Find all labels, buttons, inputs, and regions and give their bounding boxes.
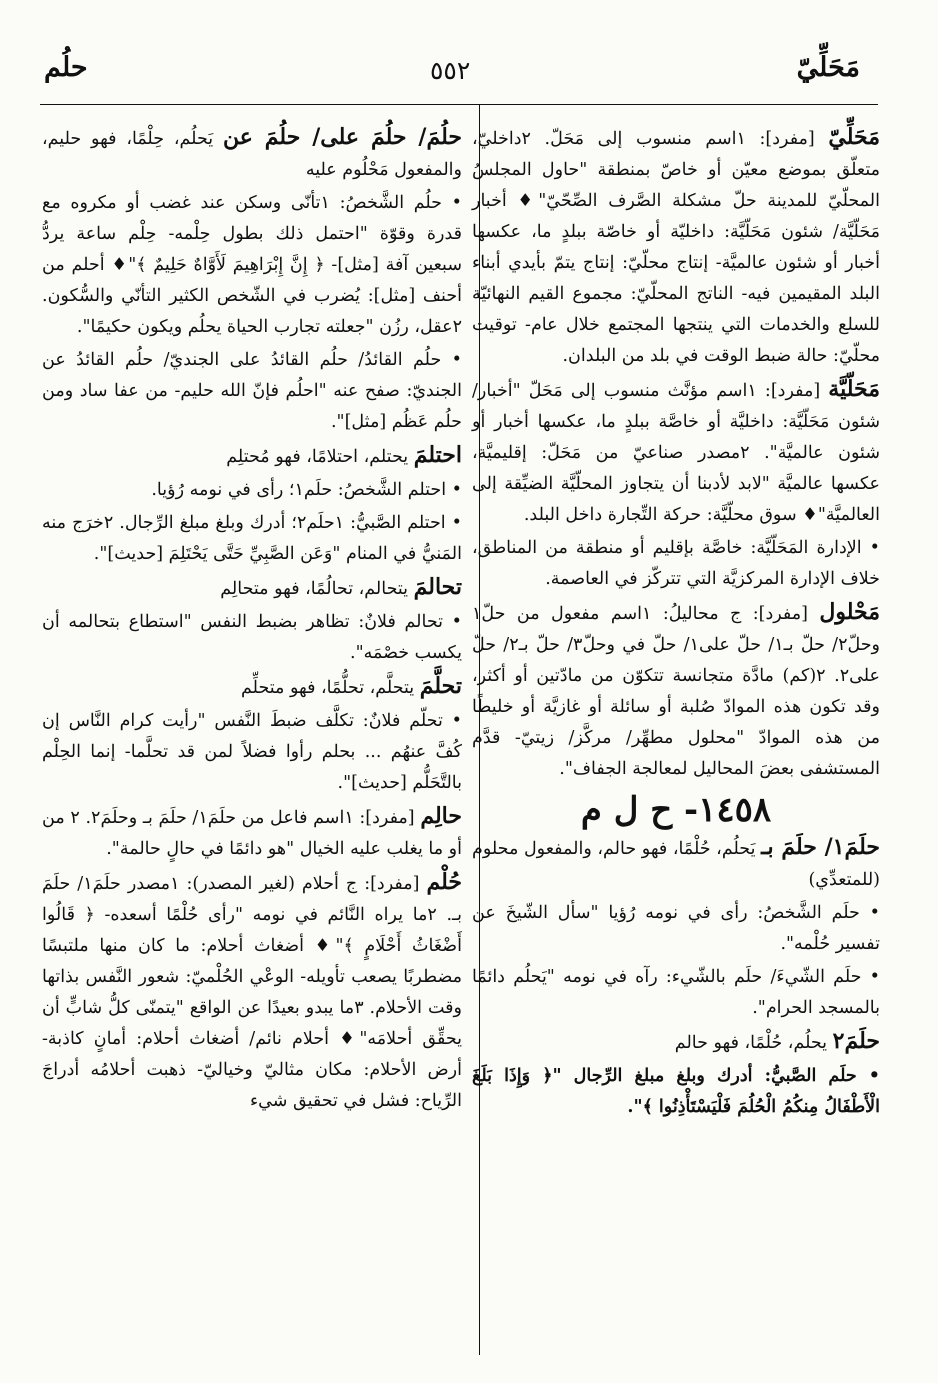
- entry-halim: [42, 801, 462, 865]
- running-head-left: حلُم: [44, 52, 88, 83]
- definition: [مفرد]: ج محاليلُ: ١اسم مفعول من حلّ١ وحلّ٢/ حلّ بـ١/ حلّ على١/ حلّ في وحلّ٣/ حلّ بـ٢/ حلّ على٢. ٢(كم) مادَّة متجانسة تتكوّن من مادّتين أو أكثر، وقد تكون هذه الموادّ صُلبة أو سائلة أو غازيَّة أو خليطًا من هذه الموادّ "محلول مطهِّر/ مركَّز/ زيتيّ- قدَّم المستشفى بعضَ المحاليل لمعالجة الجفاف".: [472, 604, 880, 779]
- right-column: [472, 122, 880, 1125]
- definition: [مفرد]: ١اسم منسوب إلى مَحَلّ. ٢داخليّ، متعلّق بموضع معيّن أو خاصّ بمنطقة "حاول المجلسُ المحلّيّ للمدينة حلّ مشكلة الصَّرف الصِّحّيّ"♦ أخبار مَحَلّيَّة/ شئون مَحَلّيَّة: داخليّة أو خاصّة ببلدٍ ما، عكسها أخبار أو شئون عالميَّة- إنتاج محلّيّ: إنتاج يتمّ بأيدي أبناء البلد المقيمين فيه- الناتج المحلّيّ: مجموع القيم النهائيّة للسلع والخدمات التي ينتجها المجتمع خلال عام- توقيت محلّيّ: حالة ضبط الوقت في بلد من البلدان.: [472, 129, 880, 366]
- headword: حالِم: [420, 803, 462, 829]
- sense-line: • حلُم الشَّخصُ: ١تأنّى وسكن عند غضب أو مكروه مع قدرة وقوّة "احتمل ذلك بطول حِلْمه- حِلْم ساعة يردُّ سبعين آفة [مثل]- ﴿ إِنَّ إِبْرَاهِيمَ لَأَوَّاهٌ حَلِيمٌ ﴾"♦ أحلم من أحنف [مثل]: يُضرب في الشّخص الكثير التأنّي والسُّكون. ٢عقل، رزُن "جعلته تجارب الحياة يحلُم ويكون حكيمًا".: [42, 193, 462, 337]
- definition: [مفرد]: ج أحلام (لغير المصدر): ١مصدر حلَمَ١/ حلَمَ بـ. ٢ما يراه النَّائم في نومه "رأى حُلْمًا أسعده- ﴿ قَالُوا أَضْغَاثُ أَحْلَامٍ ﴾"♦ أضغاث أحلام: ما كان منها ملتبسًا مضطربًا يصعب تأويله- الوعْي الحُلْميّ: شعور النَّفس بذاتها وقت الأحلام. ٣ما يبدو بعيدًا عن الواقع "يتمنّى كلُّ شابٍّ أن يحقِّق أحلامَه"♦ أحلام نائم/ أضغاث أحلام: أمانٍ كاذبة- أرض الأحلام: مكان مثاليّ وخياليّ- ذهبت أحلامُه أدراجَ الرِّياح: فشل في تحقيق شيء: [42, 874, 463, 1111]
- entry-ihtalama: [42, 440, 462, 473]
- entry-hulm: [42, 867, 462, 1117]
- definition: يَحلُم، حِلْمًا، فهو حليم، والمفعول مَحْلُوم عليه: [42, 129, 462, 180]
- sense-line: • حلَم الصَّبيُّ: أدرك وبلغ مبلغ الرِّجال "﴿ وَإِذَا بَلَغَ الْأَطْفَالُ مِنكُمُ الْحُلُمَ فَلْيَسْتَأْذِنُوا ﴾".: [472, 1066, 880, 1117]
- sense-line: • حلُم القائدُ/ حلُم القائدُ على الجنديّ/ حلُم القائدُ عن الجنديّ: صفح عنه "احلُم فإنّ الله حليم- من عفا ساد ومن حلُم عَظُم [مثل]".: [42, 350, 462, 432]
- entry-tahalama: [42, 572, 462, 605]
- headword: تحالمَ: [413, 574, 462, 600]
- headword: حلَمَ١/ حلَمَ بـ: [761, 834, 880, 860]
- headword: مَحَلِّيّ: [828, 124, 880, 150]
- definition: [مفرد]: ١اسم مؤنَّث منسوب إلى مَحَلّ "أخبار/ شئون مَحَلّيَّة: داخليَّة أو خاصَّة ببلدٍ ما، عكسها أخبار أو شئون عالميَّة". ٢مصدر صناعيّ من مَحَلّ: إقليميَّة، عكسها عالميَّة "لابد لأدبنا أن يتجاوز المحلّيَّة الضيِّقة إلى العالميَّة"♦ سوق محلّيَّة: حركة التِّجارة داخل البلد.: [472, 381, 881, 525]
- entry-halama-2: [472, 1026, 880, 1059]
- sense-line: • احتلم الصَّبيُّ: ١حلَم٢؛ أدرك وبلغ مبلغ الرِّجال. ٢خرَج منه المَنيُّ في المنام "وَعَن الصَّبِيِّ حَتَّى يَحْتَلِمَ [حديث]".: [42, 513, 462, 564]
- definition: يَحلُم، حُلْمًا، فهو حالم، والمفعول محلوم (للمتعدِّي): [472, 839, 880, 890]
- definition: يحتلم، احتلامًا، فهو مُحتلِم: [226, 447, 409, 467]
- running-head-right: مَحَلِّيّ: [796, 52, 860, 83]
- entry-tahallama: [42, 671, 462, 704]
- page-number: ٥٥٢: [430, 56, 471, 85]
- headword: تحلَّمَ: [419, 673, 462, 699]
- headword: احتلمَ: [413, 442, 462, 468]
- root-heading: ١٤٥٨- ح ل م: [580, 790, 772, 830]
- entry-halama-1: [472, 832, 880, 896]
- headword: حلُمَ/ حلُمَ على/ حلُمَ عن: [222, 124, 462, 150]
- sense-line: • حلَم الشَّخصُ: رأى في نومه رُؤيا "سأل الشّيخَ عن تفسير حُلْمه".: [472, 903, 880, 954]
- sense-line: • حلَم الشّيءَ/ حلَم بالشّيء: رآه في نومه "يَحلُم دائمًا بالمسجد الحرام".: [472, 967, 880, 1018]
- headword: مَحْلول: [819, 599, 880, 625]
- entry-haluma: [42, 122, 462, 186]
- entry-mahalliyya: [472, 374, 880, 531]
- header-rule: [40, 104, 878, 105]
- sense-line: • تحلّم فلانٌ: تكلَّف ضبطَ النَّفس "رأيت كرام النَّاس إن كُفَّ عنهُم ... بحلم رأوا فضلاً لمن قد تحلَّما- إنما الحِلْم بالتَّحَلُّم [حديث]".: [42, 711, 462, 793]
- entry-mahalli: [472, 122, 880, 372]
- sense-line: • الإدارة المَحَلّيَّة: خاصَّة بإقليم أو منطقة من المناطق، خلاف الإدارة المركزيَّة التي تتركّز في العاصمة.: [472, 538, 880, 589]
- definition: [مفرد]: ١اسم فاعل من حلَمَ١/ حلَمَ بـ وحلَمَ٢. ٢ من أو ما يغلب عليه الخيال "هو دائمًا في حالٍ حالمة".: [42, 808, 462, 859]
- headword: حُلْم: [426, 869, 462, 895]
- sense-line: • احتلم الشَّخصُ: حلَم١؛ رأى في نومه رُؤيا.: [151, 480, 462, 500]
- headword: مَحَلّيَّة: [828, 376, 880, 402]
- definition: يحلُم، حُلْمًا، فهو حالم: [674, 1033, 828, 1053]
- entry-mahlul: [472, 597, 880, 785]
- left-column: [42, 122, 462, 1119]
- sense-line: • تحالم فلانٌ: تظاهر بضبط النفس "استطاع بتحالمه أن يكسب خصْمَه".: [42, 612, 462, 663]
- headword: حلَمَ٢: [832, 1028, 880, 1054]
- definition: يتحالم، تحالُمًا، فهو متحالِم: [220, 579, 409, 599]
- definition: يتحلَّم، تحلُّمًا، فهو متحلِّم: [241, 678, 415, 698]
